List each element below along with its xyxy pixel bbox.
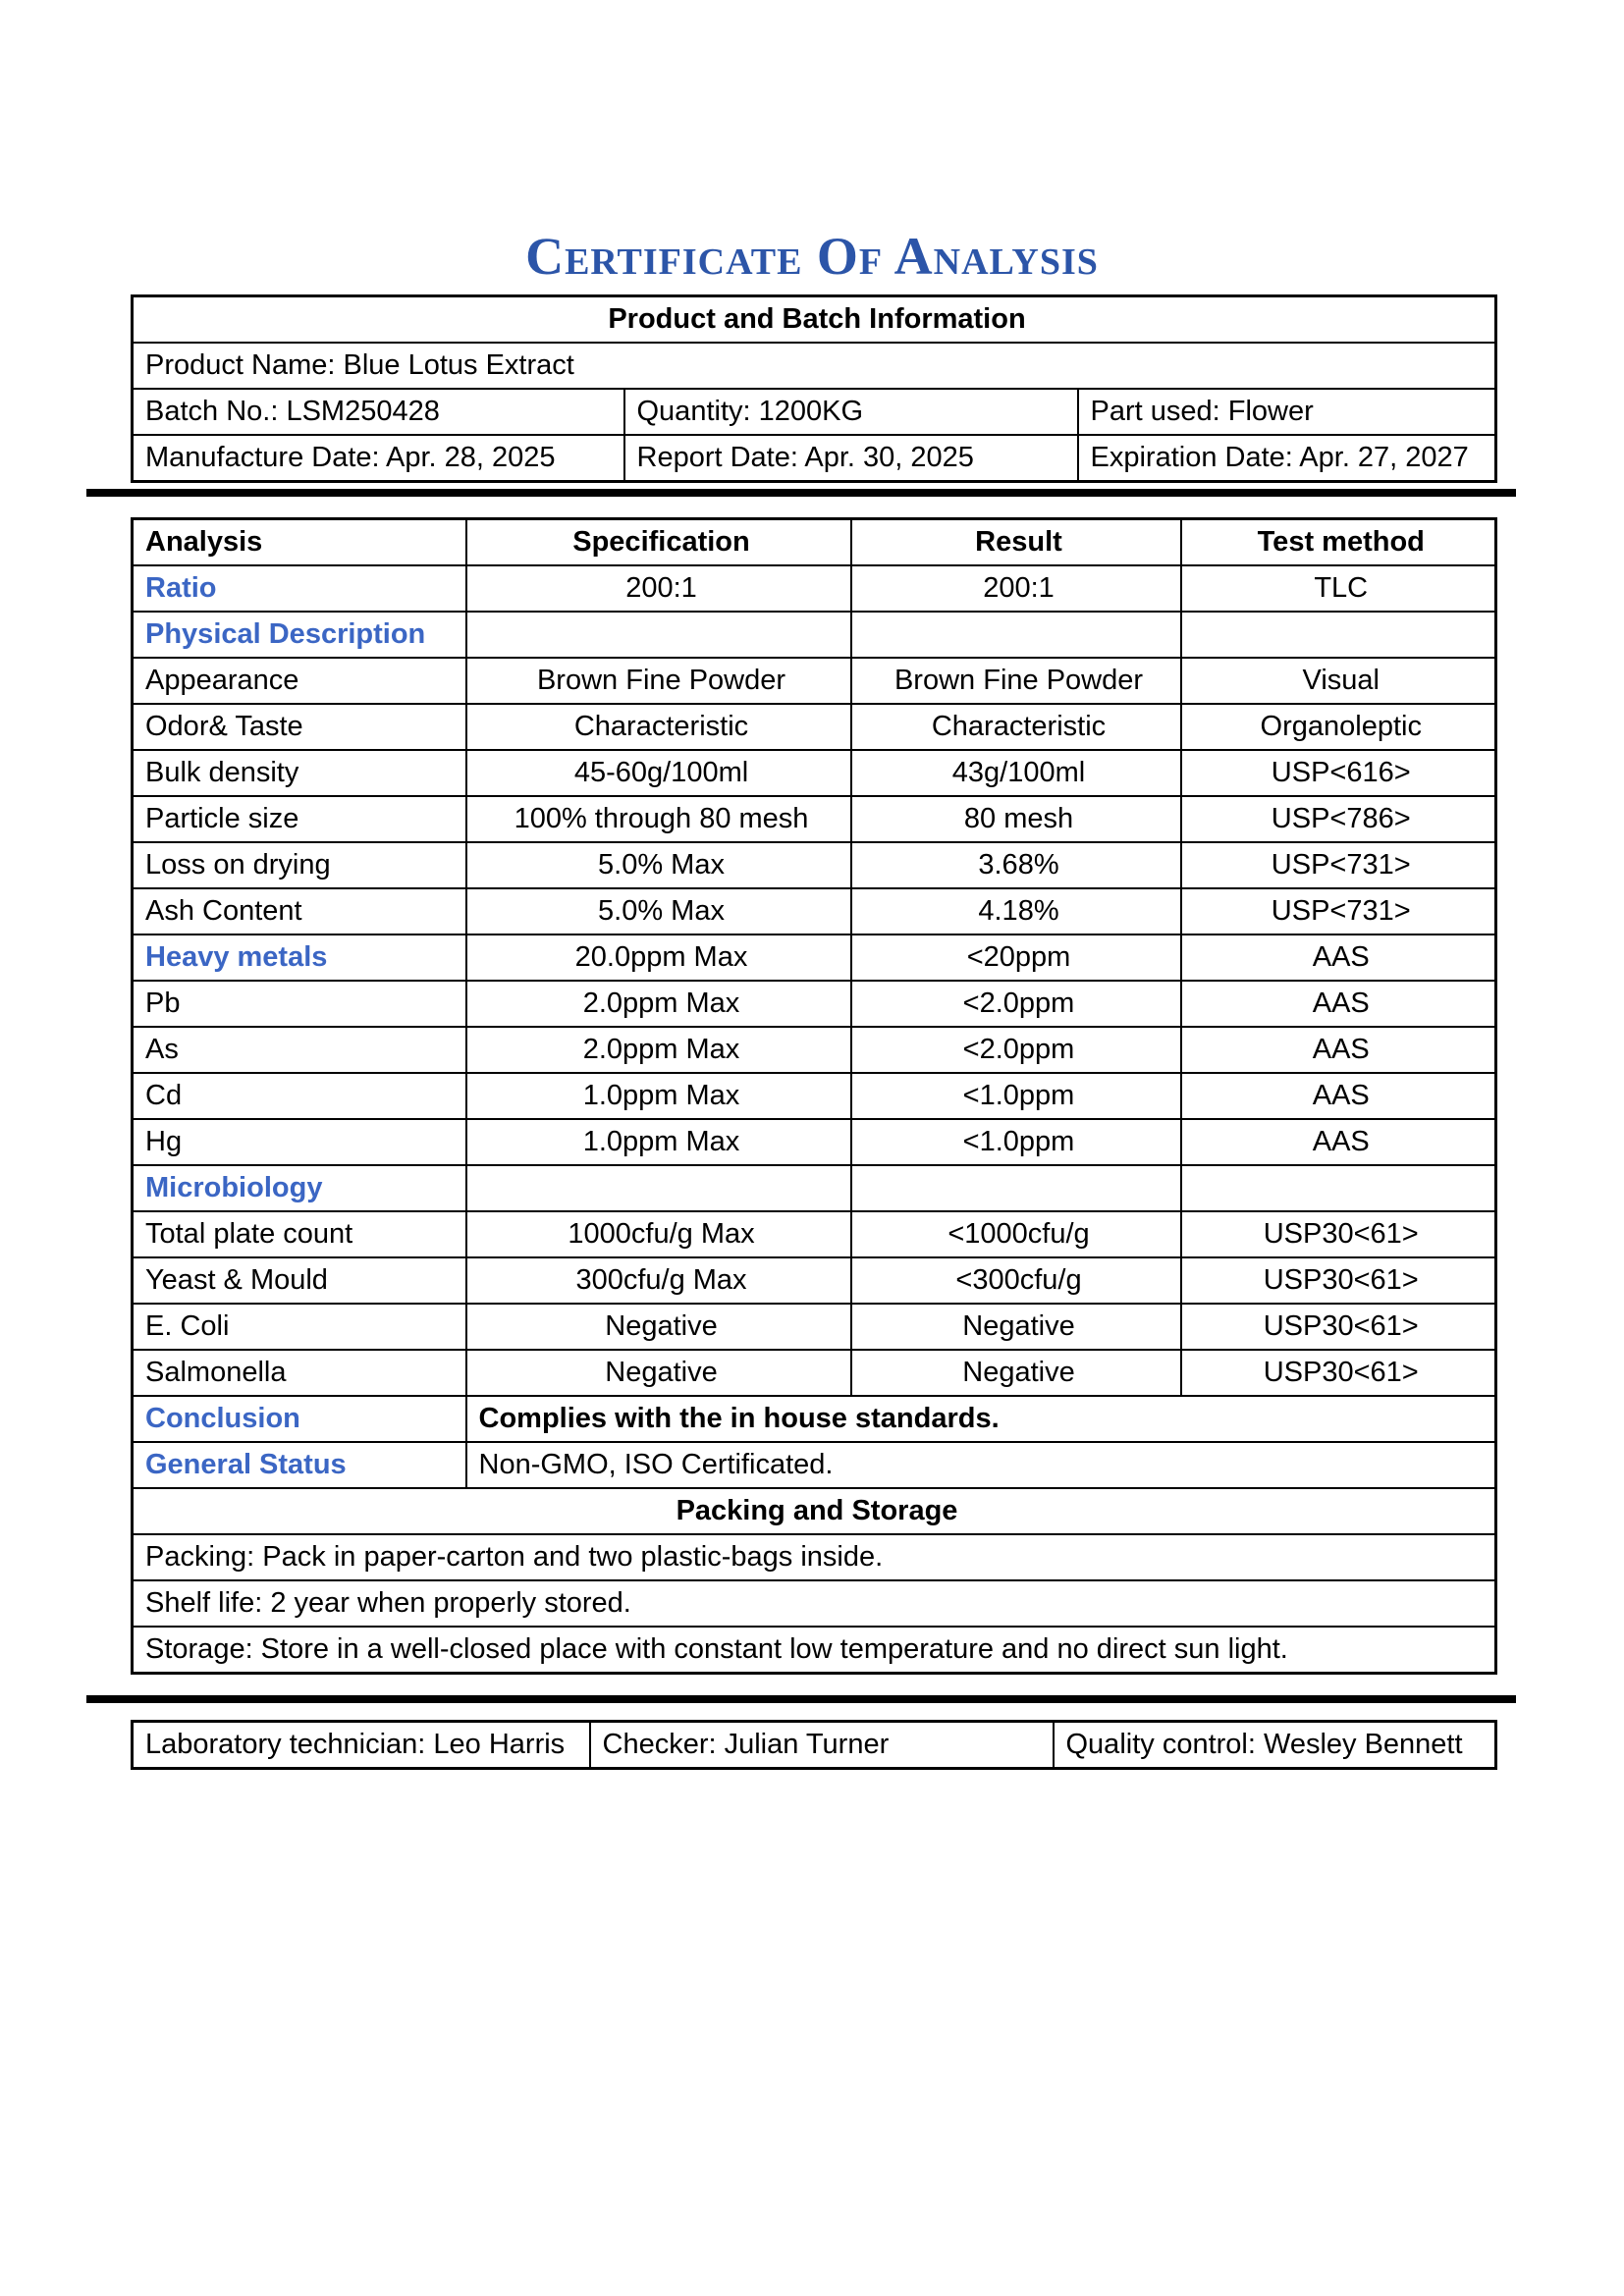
result-value: [851, 612, 1181, 658]
result-header: Result: [851, 519, 1181, 566]
lab-technician-cell: Laboratory technician: Leo Harris: [133, 1722, 590, 1769]
test-method-value: AAS: [1181, 1027, 1496, 1073]
analysis-label: Physical Description: [133, 612, 466, 658]
analysis-label: Microbiology: [133, 1165, 466, 1211]
specification-value: 2.0ppm Max: [466, 981, 851, 1027]
analysis-table: [131, 517, 1497, 1675]
checker-cell: Checker: Julian Turner: [590, 1722, 1054, 1769]
row-ratio: [133, 565, 1496, 612]
analysis-label: Ratio: [133, 565, 466, 612]
storage-row: [133, 1627, 1496, 1674]
analysis-header: Analysis: [133, 519, 466, 566]
row-pb: [133, 981, 1496, 1027]
specification-value: Negative: [466, 1350, 851, 1396]
product-info-table: [131, 294, 1497, 483]
row-appearance: [133, 658, 1496, 704]
row-heavy-metals: [133, 934, 1496, 981]
result-value: <1.0ppm: [851, 1119, 1181, 1165]
product-name-cell: Product Name: Blue Lotus Extract: [133, 343, 1496, 389]
result-value: <2.0ppm: [851, 981, 1181, 1027]
shelf-life-row: [133, 1580, 1496, 1627]
batch-row: [133, 389, 1496, 435]
batch-no-cell: Batch No.: LSM250428: [133, 389, 624, 435]
conclusion-value: Complies with the in house standards.: [466, 1396, 1496, 1442]
manufacture-date-cell: Manufacture Date: Apr. 28, 2025: [133, 435, 624, 482]
result-value: Characteristic: [851, 704, 1181, 750]
analysis-label: Hg: [133, 1119, 466, 1165]
shelf-life-cell: Shelf life: 2 year when properly stored.: [133, 1580, 1496, 1627]
dates-row: [133, 435, 1496, 482]
product-info-header: Product and Batch Information: [133, 296, 1496, 344]
result-value: 80 mesh: [851, 796, 1181, 842]
result-value: <20ppm: [851, 934, 1181, 981]
test-method-value: [1181, 612, 1496, 658]
divider-top: [86, 489, 1516, 497]
analysis-label: Odor& Taste: [133, 704, 466, 750]
conclusion-label: Conclusion: [133, 1396, 466, 1442]
result-value: 43g/100ml: [851, 750, 1181, 796]
storage-cell: Storage: Store in a well-closed place with constant low temperature and no direct sun light.: [133, 1627, 1496, 1674]
specification-value: 1.0ppm Max: [466, 1119, 851, 1165]
specification-value: 2.0ppm Max: [466, 1027, 851, 1073]
general-status-label: General Status: [133, 1442, 466, 1488]
result-value: <1.0ppm: [851, 1073, 1181, 1119]
quantity-cell: Quantity: 1200KG: [624, 389, 1078, 435]
analysis-label: Appearance: [133, 658, 466, 704]
specification-value: 20.0ppm Max: [466, 934, 851, 981]
specification-header: Specification: [466, 519, 851, 566]
test-method-value: AAS: [1181, 981, 1496, 1027]
result-value: <2.0ppm: [851, 1027, 1181, 1073]
analysis-label: Yeast & Mould: [133, 1257, 466, 1304]
result-value: <1000cfu/g: [851, 1211, 1181, 1257]
test-method-value: Visual: [1181, 658, 1496, 704]
packing-cell: Packing: Pack in paper-carton and two plastic-bags inside.: [133, 1534, 1496, 1580]
row-as: [133, 1027, 1496, 1073]
specification-value: 1.0ppm Max: [466, 1073, 851, 1119]
specification-value: 45-60g/100ml: [466, 750, 851, 796]
product-name-row: [133, 343, 1496, 389]
row-yeast-mould: [133, 1257, 1496, 1304]
expiration-date-cell: Expiration Date: Apr. 27, 2027: [1078, 435, 1496, 482]
row-salmonella: [133, 1350, 1496, 1396]
analysis-label: E. Coli: [133, 1304, 466, 1350]
row-e-coli: [133, 1304, 1496, 1350]
specification-value: 1000cfu/g Max: [466, 1211, 851, 1257]
result-value: 4.18%: [851, 888, 1181, 934]
test-method-value: TLC: [1181, 565, 1496, 612]
result-value: 200:1: [851, 565, 1181, 612]
packing-row: [133, 1534, 1496, 1580]
specification-value: 300cfu/g Max: [466, 1257, 851, 1304]
packing-storage-header: Packing and Storage: [133, 1488, 1496, 1534]
test-method-value: USP<786>: [1181, 796, 1496, 842]
test-method-value: AAS: [1181, 934, 1496, 981]
specification-value: Brown Fine Powder: [466, 658, 851, 704]
row-microbiology: [133, 1165, 1496, 1211]
row-hg: [133, 1119, 1496, 1165]
test-method-value: Organoleptic: [1181, 704, 1496, 750]
row-loss-on-drying: [133, 842, 1496, 888]
analysis-label: Particle size: [133, 796, 466, 842]
specification-value: Characteristic: [466, 704, 851, 750]
analysis-header-row: [133, 519, 1496, 566]
analysis-label: Cd: [133, 1073, 466, 1119]
analysis-label: Loss on drying: [133, 842, 466, 888]
signature-table: [131, 1720, 1497, 1770]
specification-value: Negative: [466, 1304, 851, 1350]
test-method-value: [1181, 1165, 1496, 1211]
analysis-label: Bulk density: [133, 750, 466, 796]
test-method-value: AAS: [1181, 1119, 1496, 1165]
row-bulk-density: [133, 750, 1496, 796]
row-total-plate-count: [133, 1211, 1496, 1257]
page-title: Certificate Of Analysis: [525, 227, 1099, 286]
part-used-cell: Part used: Flower: [1078, 389, 1496, 435]
test-method-value: USP30<61>: [1181, 1211, 1496, 1257]
specification-value: 5.0% Max: [466, 888, 851, 934]
test-method-header: Test method: [1181, 519, 1496, 566]
result-value: Negative: [851, 1304, 1181, 1350]
report-date-cell: Report Date: Apr. 30, 2025: [624, 435, 1078, 482]
analysis-label: Salmonella: [133, 1350, 466, 1396]
row-odor-taste: [133, 704, 1496, 750]
analysis-label: Ash Content: [133, 888, 466, 934]
specification-value: 5.0% Max: [466, 842, 851, 888]
test-method-value: AAS: [1181, 1073, 1496, 1119]
signature-row: [133, 1722, 1496, 1769]
test-method-value: USP30<61>: [1181, 1304, 1496, 1350]
specification-value: [466, 1165, 851, 1211]
test-method-value: USP<731>: [1181, 888, 1496, 934]
row-cd: [133, 1073, 1496, 1119]
result-value: <300cfu/g: [851, 1257, 1181, 1304]
analysis-label: Pb: [133, 981, 466, 1027]
test-method-value: USP30<61>: [1181, 1257, 1496, 1304]
row-conclusion: [133, 1396, 1496, 1442]
packing-storage-header-row: [133, 1488, 1496, 1534]
result-value: [851, 1165, 1181, 1211]
specification-value: 200:1: [466, 565, 851, 612]
general-status-value: Non-GMO, ISO Certificated.: [466, 1442, 1496, 1488]
test-method-value: USP30<61>: [1181, 1350, 1496, 1396]
quality-control-cell: Quality control: Wesley Bennett: [1054, 1722, 1496, 1769]
row-particle-size: [133, 796, 1496, 842]
result-value: 3.68%: [851, 842, 1181, 888]
row-general-status: [133, 1442, 1496, 1488]
analysis-label: Heavy metals: [133, 934, 466, 981]
row-physical-description: [133, 612, 1496, 658]
row-ash-content: [133, 888, 1496, 934]
test-method-value: USP<731>: [1181, 842, 1496, 888]
divider-bottom: [86, 1695, 1516, 1703]
analysis-label: Total plate count: [133, 1211, 466, 1257]
specification-value: 100% through 80 mesh: [466, 796, 851, 842]
specification-value: [466, 612, 851, 658]
analysis-label: As: [133, 1027, 466, 1073]
product-info-header-row: [133, 296, 1496, 344]
test-method-value: USP<616>: [1181, 750, 1496, 796]
result-value: Brown Fine Powder: [851, 658, 1181, 704]
result-value: Negative: [851, 1350, 1181, 1396]
